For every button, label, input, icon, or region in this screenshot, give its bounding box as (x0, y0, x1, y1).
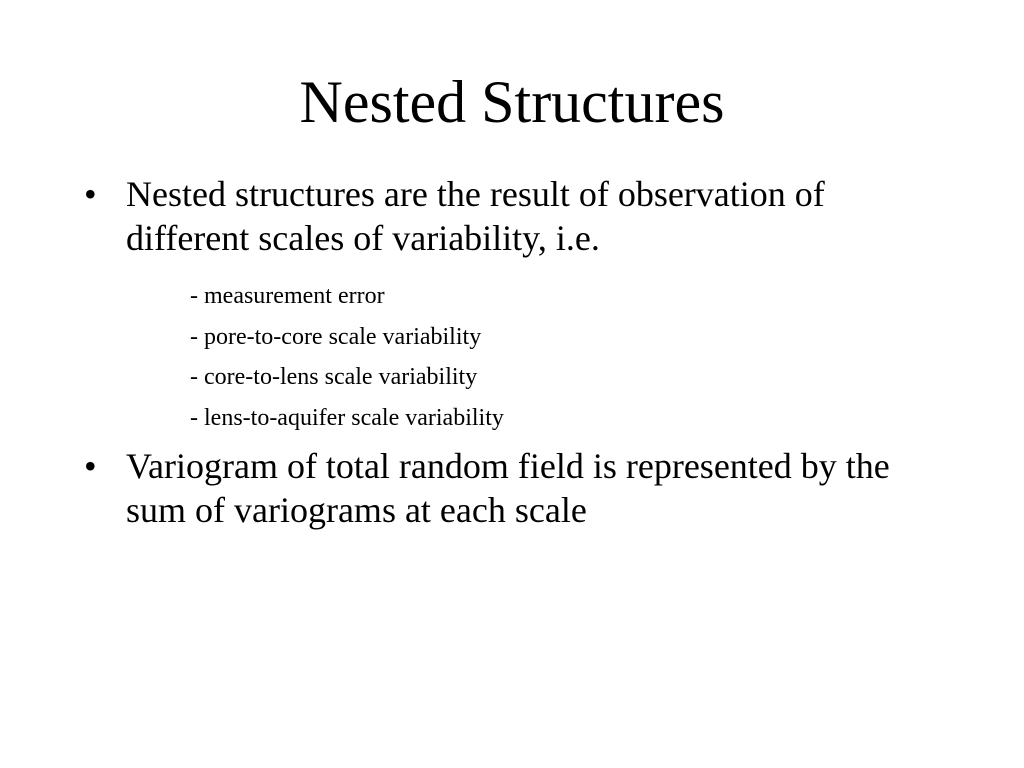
bullet-text: Variogram of total random field is represented by the sum of variograms at each scale (126, 446, 890, 530)
sub-item-pore-to-core: - pore-to-core scale variability (190, 323, 482, 350)
slide-title: Nested Structures (299, 69, 725, 135)
bullet-text: Nested structures are the result of observation of different scales of variability, i.e. (126, 174, 825, 258)
sub-item-measurement-error: - measurement error (190, 283, 385, 309)
bullet-icon: • (84, 446, 97, 486)
sub-item-core-to-lens: - core-to-lens scale variability (190, 364, 478, 390)
bullet-icon: • (84, 174, 97, 214)
sub-item-lens-to-aquifer: - lens-to-aquifer scale variability (190, 404, 504, 431)
sub-list-scales (190, 276, 504, 438)
